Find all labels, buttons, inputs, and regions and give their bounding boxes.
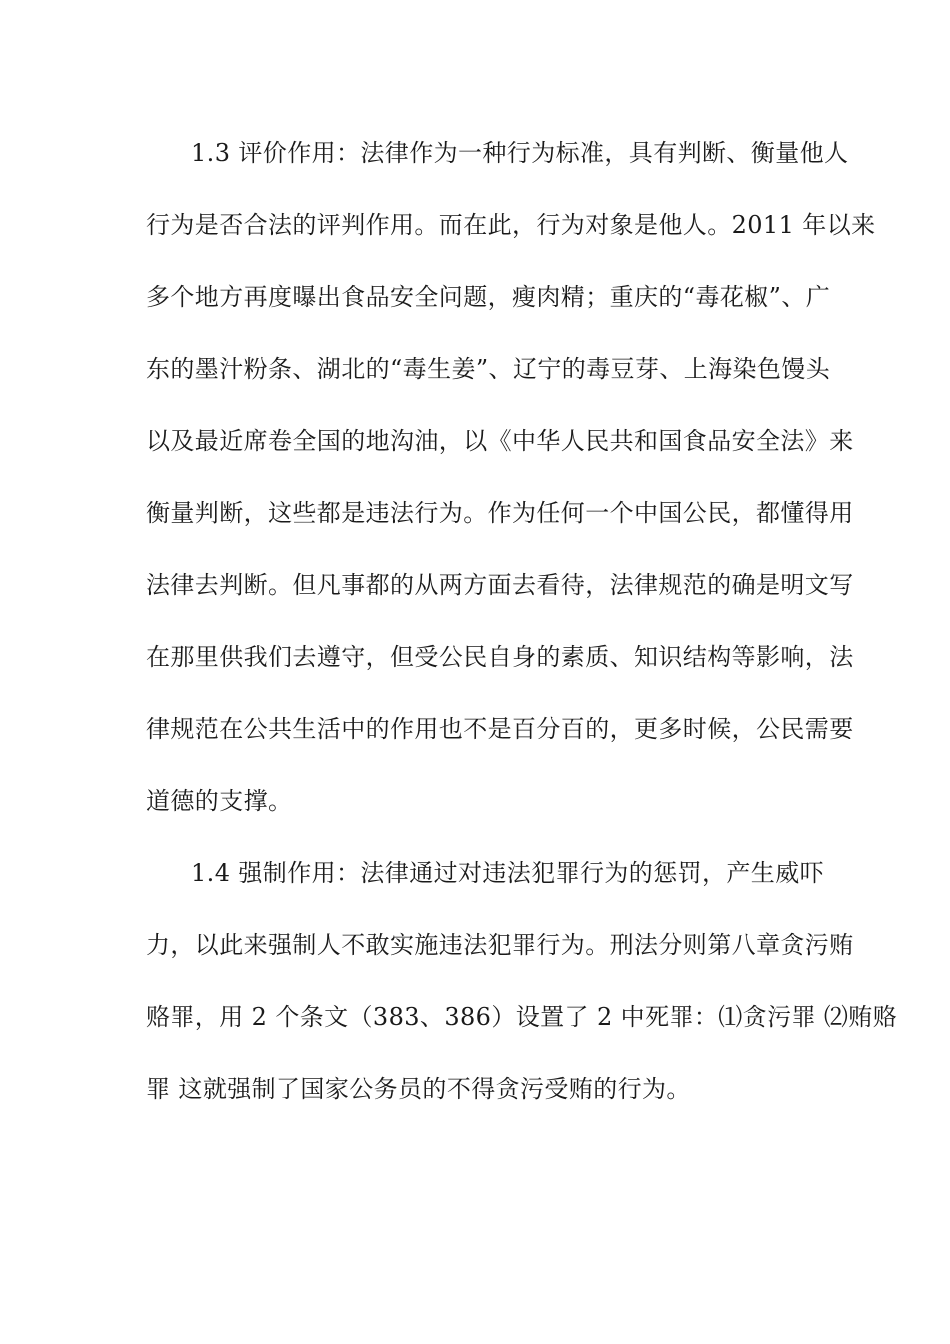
paragraph-line: 法律去判断。但凡事都的从两方面去看待，法律规范的确是明文写 xyxy=(146,571,854,599)
paragraph-line: 多个地方再度曝出食品安全问题，瘦肉精；重庆的“毒花椒”、广 xyxy=(146,283,831,311)
paragraph-line: 东的墨汁粉条、湖北的“毒生姜”、辽宁的毒豆芽、上海染色馒头 xyxy=(146,355,831,383)
paragraph-line: 行为是否合法的评判作用。而在此，行为对象是他人。2011 年以来 xyxy=(146,211,876,239)
paragraph-line: 罪 这就强制了国家公务员的不得贪污受贿的行为。 xyxy=(146,1075,691,1103)
paragraph-line: 赂罪，用 2 个条文（383、386）设置了 2 中死罪：⑴贪污罪 ⑵贿赂 xyxy=(146,1003,898,1031)
paragraph-line: 律规范在公共生活中的作用也不是百分百的，更多时候，公民需要 xyxy=(146,715,854,743)
paragraph-line: 道德的支撑。 xyxy=(146,787,293,815)
paragraph-line: 以及最近席卷全国的地沟油，以《中华人民共和国食品安全法》来 xyxy=(146,427,854,455)
paragraph-line: 在那里供我们去遵守，但受公民自身的素质、知识结构等影响，法 xyxy=(146,643,854,671)
paragraph-line: 力，以此来强制人不敢实施违法犯罪行为。刑法分则第八章贪污贿 xyxy=(146,931,854,959)
paragraph-line: 1.3 评价作用：法律作为一种行为标准，具有判断、衡量他人 xyxy=(191,139,849,167)
paragraph-line: 衡量判断，这些都是违法行为。作为任何一个中国公民，都懂得用 xyxy=(146,499,854,527)
paragraph-line: 1.4 强制作用：法律通过对违法犯罪行为的惩罚，产生威吓 xyxy=(191,859,824,887)
